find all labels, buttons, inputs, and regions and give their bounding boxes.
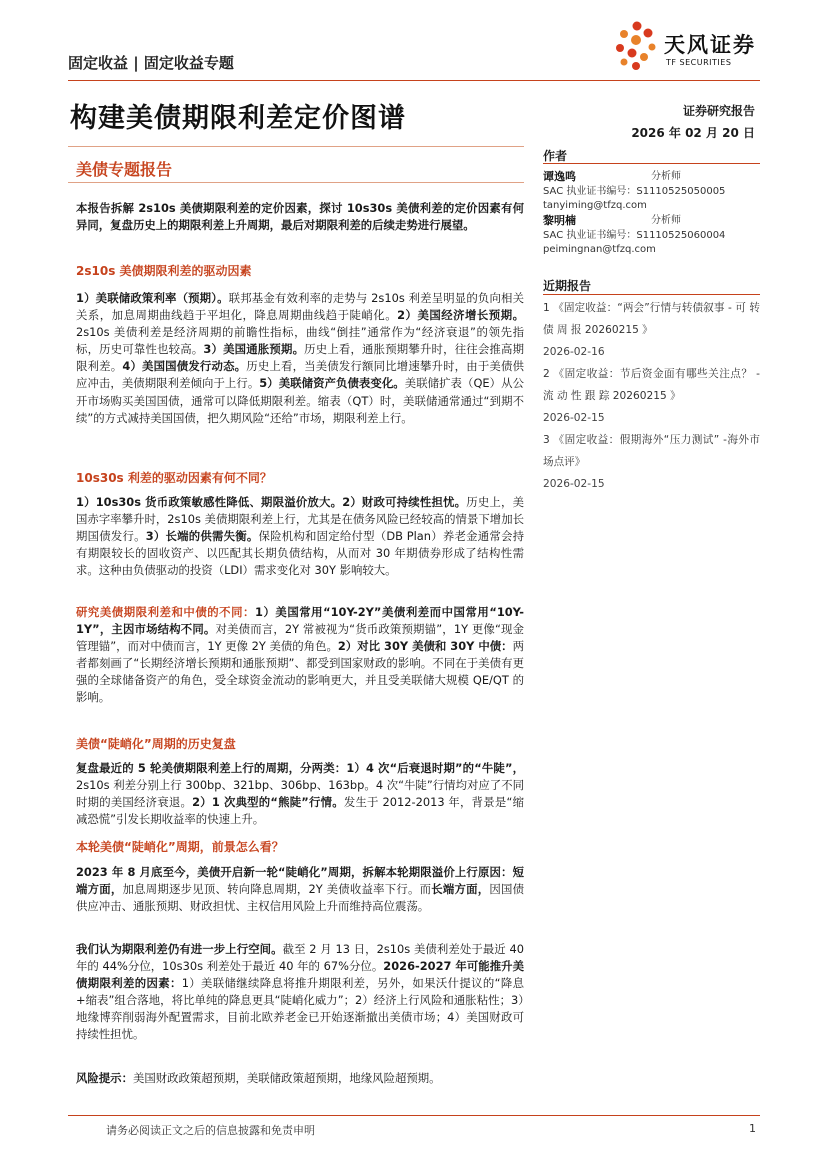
text-run: 2）对比 30Y 美债和 30Y 中债： — [337, 639, 513, 654]
page-number: 1 — [749, 1122, 756, 1135]
intro-paragraph: 本报告拆解 2s10s 美债期限利差的定价因素，探讨 10s30s 美债利差的定价因素有何异同，复盘历史上的期限利差上升周期，最后对期限利差的后续走势进行展望。 — [76, 201, 524, 233]
text-run: 复盘最近的 5 轮美债期限利差上行的周期，分两类：1）4 次“后衰退时期”的“牛陡”， — [76, 761, 524, 775]
author-cert: SAC 执业证书编号：S1110525060004 — [543, 230, 726, 241]
text-run: 1）10s30s 货币政策敏感性降低、期限溢价放大。 — [76, 495, 343, 509]
text-run: 截至 2 月 13 日，2s10s 美债利差处于最近 40 年的 44%分位，10s30s 利差处于最近 40 年的 67%分位。 — [76, 942, 524, 974]
text-run: 我们认为期限利差仍有进一步上行空间。 — [76, 942, 283, 956]
text-run: 3）长端的供需失衡。 — [145, 529, 259, 544]
author-email[interactable]: tanyiming@tfzq.com — [543, 200, 647, 211]
section-heading: 10s30s 利差的驱动因素有何不同？ — [76, 471, 272, 485]
risk-label: 风险提示： — [76, 1071, 133, 1085]
report-subtitle: 美债专题报告 — [76, 160, 173, 179]
recent-report-title: 3 《固定收益：假期海外“压力测试” -海外市场点评》 — [543, 434, 760, 468]
text-run: 5）美联储资产负债表变化。 — [259, 376, 405, 391]
text-run: 1）美联储继续降息将推升期限利差，另外，如果沃什提议的“降息+缩表”组合落地，将比单纯的降息更具“陡峭化威力”；2）经济上行风险和通胀粘性；3）地缘博弈削弱海外配置需求，目前北欧养老金已开始逐渐撤出美债市场；4）美国财政可持续性担忧。 — [76, 976, 524, 1042]
text-run: 因国债供应冲击、通胀预期、财政担忧、主权信用风险上升而维持高位震荡。 — [76, 882, 524, 914]
recent-report-item[interactable] — [543, 363, 760, 429]
logo-text-cn: 天风证券 — [664, 33, 756, 57]
section-paragraph — [76, 290, 524, 427]
text-run: 加息周期逐步见顶、转向降息周期，2Y 美债收益率下行。而 — [122, 882, 432, 897]
author-email[interactable]: peimingnan@tfzq.com — [543, 244, 656, 255]
text-run: 2s10s 利差分别上行 300bp、321bp、306bp、163bp。4 次“牛陡”行情均对应了不同时期的美国经济衰退。 — [76, 778, 524, 810]
text-run: 研究美债期限利差和中债的不同： — [76, 605, 255, 619]
section-paragraph — [76, 760, 524, 828]
logo-dots-icon — [612, 20, 662, 72]
text-run: 1）美国常用“10Y-2Y”美债利差而中国常用“10Y-1Y”，主因市场结构不同。 — [76, 605, 524, 637]
text-run: 2s10s 美债利差是经济周期的前瞻性指标，曲线“倒挂”通常作为“经济衰退”的领先指标，历史可靠性也较高。 — [76, 325, 524, 357]
section-paragraph — [76, 941, 524, 1044]
subtitle-divider-top — [68, 146, 524, 147]
section-heading: 美债“陡峭化”周期的历史复盘 — [76, 737, 236, 751]
subtitle-divider-bottom — [68, 182, 524, 183]
text-run: 2023 年 8 月底至今，美债开启新一轮“陡峭化”周期，拆解本轮期限溢价上行原因： — [76, 865, 513, 879]
text-run: 两者都刻画了“长期经济增长预期和通胀预期”、都受到国家财政的影响。不同在于美债有更强的全球储备资产的角色，受全球资金流动的影响更大，并且受美联储大规模 QE/QT 的影响。 — [76, 639, 524, 705]
text-run: 4）美国国债发行动态。 — [122, 359, 247, 374]
text-run: 美联储扩表（QE）从公开市场购买美国国债，通常可以降低期限利差。缩表（QT）时，美联储通常通过“到期不续”的方式减持美国国债，把久期风险“还给”市场，期限利差上行。 — [76, 376, 524, 425]
risk-text: 美国财政政策超预期，美联储政策超预期，地缘风险超预期。 — [132, 1071, 441, 1085]
author-card — [543, 170, 760, 213]
text-run: 对美债而言，2Y 常被视为“货币政策预期锚”，1Y 更像“现金管理锚”，而对中债而言，1Y 更像 2Y 美债的角色。 — [76, 622, 524, 654]
author-name: 黎明楠 — [543, 214, 576, 227]
recent-report-title: 2 《固定收益：节后资金面有哪些关注点？ - 流 动 性 跟 踪 20260215 》 — [543, 368, 760, 402]
recent-report-item[interactable] — [543, 297, 760, 363]
recent-report-date: 2026-02-15 — [543, 412, 605, 424]
report-date: 2026 年 02 月 20 日 — [631, 126, 755, 140]
header-divider — [68, 80, 760, 81]
author-role: 分析师 — [651, 215, 681, 226]
author-role: 分析师 — [651, 171, 681, 182]
authors-heading: 作者 — [543, 149, 568, 163]
footer-disclaimer: 请务必阅读正文之后的信息披露和免责申明 — [106, 1124, 315, 1137]
text-run: 历史上，美国赤字率攀升时，2s10s 美债期限利差上行，尤其是在债务风险已经较高的情景下增加长期国债发行。 — [76, 495, 524, 544]
author-card — [543, 214, 760, 257]
text-run: 1）美联储政策利率（预期）。 — [76, 291, 229, 305]
risk-warning — [76, 1070, 524, 1087]
text-run: 发生于 2012-2013 年，背景是“缩减恐慌”引发长期收益率的快速上升。 — [76, 795, 524, 827]
report-category: 固定收益 | 固定收益专题 — [68, 54, 234, 72]
text-run: 2）美国经济增长预期。 — [397, 308, 524, 323]
company-logo — [612, 20, 762, 72]
text-run: 短端方面， — [76, 865, 524, 897]
text-run: 长端方面， — [431, 882, 490, 897]
author-name: 谭逸鸣 — [543, 170, 576, 183]
authors-divider — [543, 163, 760, 164]
recent-report-date: 2026-02-16 — [543, 346, 605, 358]
section-paragraph — [76, 494, 524, 579]
recent-report-date: 2026-02-15 — [543, 478, 605, 490]
recent-report-title: 1 《固定收益：“两会”行情与转债叙事 - 可 转 债 周 报 20260215 》 — [543, 302, 760, 336]
report-title: 构建美债期限利差定价图谱 — [70, 103, 406, 134]
logo-text-en: TF SECURITIES — [666, 58, 732, 67]
report-type: 证券研究报告 — [682, 104, 755, 118]
text-run: 联邦基金有效利率的走势与 2s10s 利差呈明显的负向相关关系，加息周期曲线趋于平坦化，降息周期曲线趋于陡峭化。 — [76, 291, 524, 323]
author-cert: SAC 执业证书编号：S1110525050005 — [543, 186, 726, 197]
section-heading: 2s10s 美债期限利差的驱动因素 — [76, 264, 252, 278]
text-run: 2026-2027 年可能推升美债期限利差的因素： — [76, 959, 524, 991]
section-paragraph — [76, 864, 524, 915]
text-run: 3）美国通胀预期。 — [203, 342, 305, 357]
text-run: 保险机构和固定给付型（DB Plan）养老金通常会持有期限较长的固收资产、以匹配其长期负债结构，从而对 30 年期债券形成了结构性需求。这种由负债驱动的投资（LDI）需求变化对 30Y 影响较大。 — [76, 529, 524, 578]
recent-reports-divider — [543, 294, 760, 295]
recent-reports-heading: 近期报告 — [543, 279, 592, 293]
footer-divider — [68, 1115, 760, 1116]
section-heading: 本轮美债“陡峭化”周期，前景怎么看？ — [76, 840, 284, 854]
text-run: 历史上看，当美债发行额同比增速攀升时，由于美债供应冲击，美债期限利差倾向于上行。 — [76, 359, 524, 391]
recent-report-item[interactable] — [543, 429, 760, 495]
section-paragraph — [76, 604, 524, 707]
text-run: 历史上看，通胀预期攀升时，往往会推高期限利差。 — [76, 342, 524, 374]
text-run: 2）1 次典型的“熊陡”行情。 — [192, 795, 344, 810]
text-run: 2）财政可持续性担忧。 — [342, 495, 467, 509]
